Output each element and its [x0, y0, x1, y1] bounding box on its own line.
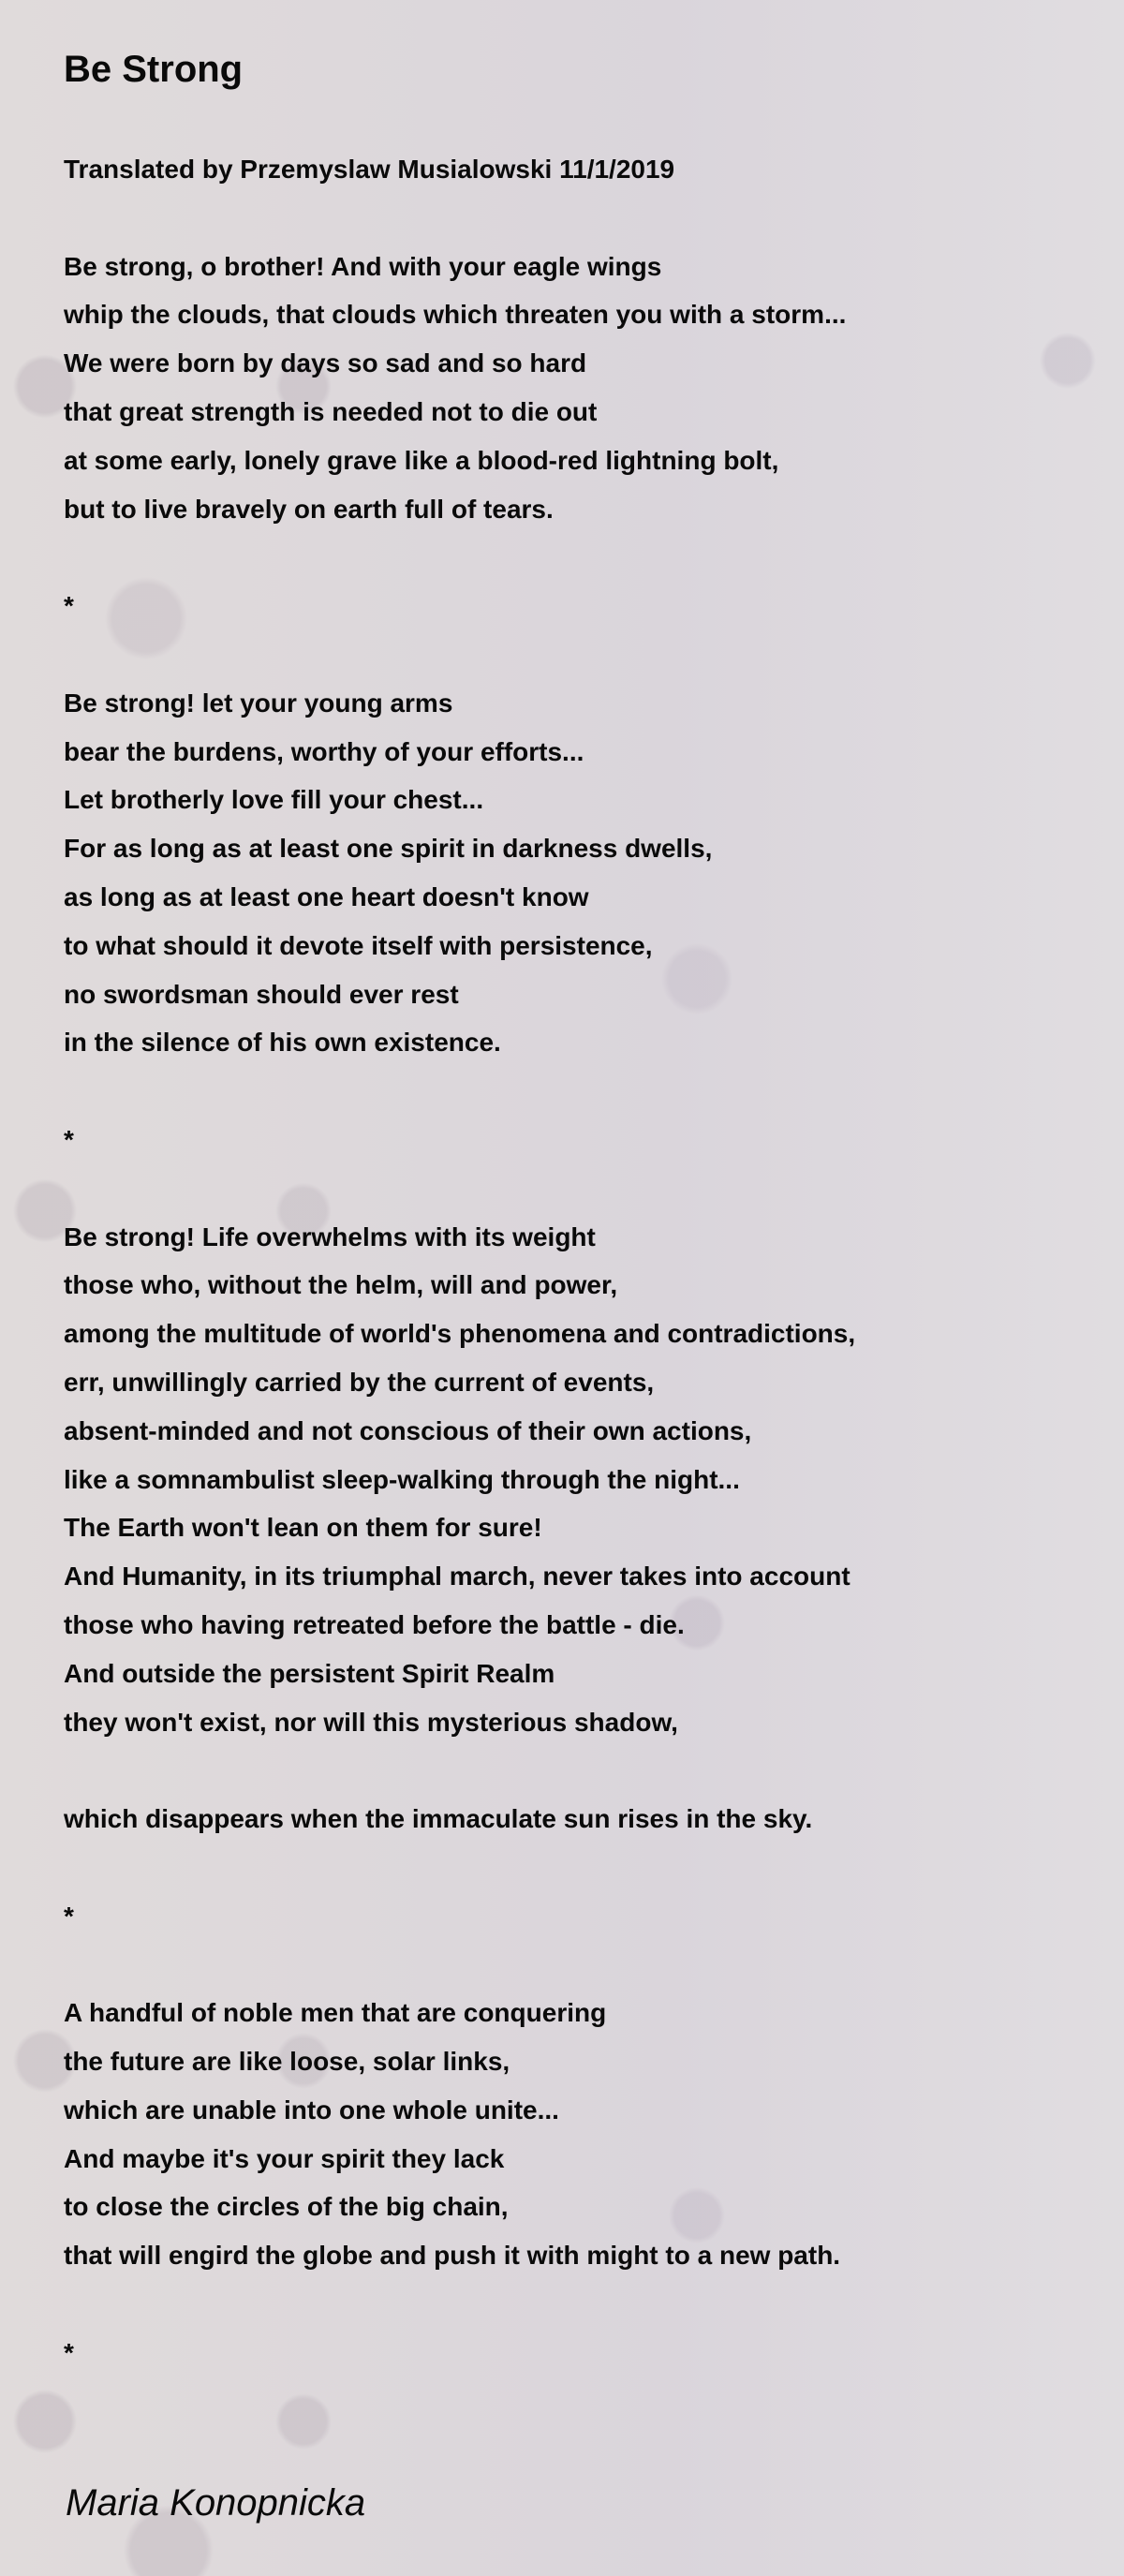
poem-line: And Humanity, in its triumphal march, never takes into account [64, 1562, 850, 1591]
poem-line: bear the burdens, worthy of your efforts... [64, 736, 584, 766]
poem-line: at some early, lonely grave like a blood-red lightning bolt, [64, 445, 779, 475]
poem-line: We were born by days so sad and so hard [64, 348, 587, 378]
poem-blank-line [64, 1067, 855, 1116]
poem-blank-line [64, 1746, 855, 1795]
poem-line: Let brotherly love fill your chest... [64, 785, 484, 815]
poem-line: those who having retreated before the battle - die. [64, 1609, 685, 1639]
stanza-separator: * [64, 2337, 74, 2367]
poem-line: And maybe it's your spirit they lack [64, 2143, 505, 2173]
poem-line: absent-minded and not conscious of their own actions, [64, 1415, 752, 1445]
poem-line: no swordsman should ever rest [64, 979, 459, 1009]
poem-line: that will engird the globe and push it with might to a new path. [64, 2241, 841, 2271]
poem-blank-line [64, 2280, 855, 2329]
poem-body [64, 145, 855, 2377]
poem-blank-line [64, 1940, 855, 1989]
poem-line: to what should it devote itself with persistence, [64, 930, 653, 960]
poem-blank-line [64, 630, 855, 679]
poem-blank-line [64, 1164, 855, 1213]
poem-line: And outside the persistent Spirit Realm [64, 1658, 555, 1688]
poem-line: err, unwillingly carried by the current of events, [64, 1367, 655, 1397]
poem-line: Be strong! let your young arms [64, 688, 453, 718]
poem-line: among the multitude of world's phenomena and contradictions, [64, 1319, 856, 1349]
poem-line: Be strong! Life overwhelms with its weight [64, 1221, 596, 1251]
stanza-separator: * [64, 591, 74, 621]
stanza-separator: * [64, 1901, 74, 1931]
poem-blank-line [64, 194, 855, 243]
poem-line: those who, without the helm, will and power, [64, 1270, 618, 1300]
poem-line: that great strength is needed not to die out [64, 396, 598, 426]
poem-line: the future are like loose, solar links, [64, 2047, 510, 2077]
poem-line: in the silence of his own existence. [64, 1028, 501, 1058]
poem-line: like a somnambulist sleep-walking through the night... [64, 1464, 740, 1494]
poem-line: which are unable into one whole unite... [64, 2095, 559, 2124]
poem-line: they won't exist, nor will this mysterious shadow, [64, 1707, 678, 1737]
stanza-separator: * [64, 1124, 74, 1154]
poem-line: to close the circles of the big chain, [64, 2192, 509, 2222]
poem-author: Maria Konopnicka [66, 2482, 366, 2524]
poem-line: The Earth won't lean on them for sure! [64, 1513, 542, 1543]
poem-line: A handful of noble men that are conquering [64, 1998, 607, 2028]
poem-blank-line [64, 1843, 855, 1892]
poem-line: Be strong, o brother! And with your eagle wings [64, 251, 662, 281]
poem-title: Be Strong [64, 49, 244, 90]
poem-line: as long as at least one heart doesn't know [64, 881, 589, 911]
poem-line: For as long as at least one spirit in darkness dwells, [64, 834, 713, 864]
poem-translator-line: Translated by Przemyslaw Musialowski 11/1/2019 [64, 155, 675, 184]
poem-line: but to live bravely on earth full of tears. [64, 494, 554, 524]
poem-line: which disappears when the immaculate sun rises in the sky. [64, 1804, 813, 1834]
poem-line: whip the clouds, that clouds which threaten you with a storm... [64, 300, 847, 330]
poem-blank-line [64, 533, 855, 582]
